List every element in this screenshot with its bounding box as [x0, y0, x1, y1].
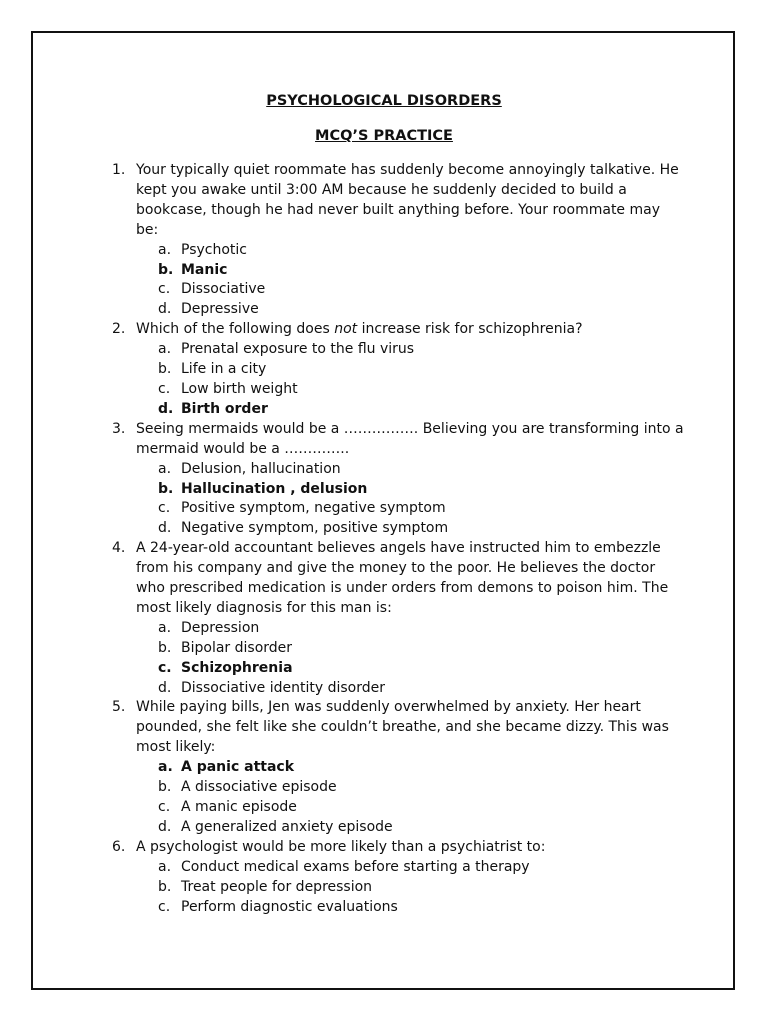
option-list — [136, 758, 686, 838]
question-text-emphasis: not — [334, 321, 358, 338]
question-text-segment: Seeing mermaids would be a ……………. Believing you are transforming into a mermaid would be a ………….. — [136, 420, 684, 457]
option-text: Depression — [181, 619, 260, 636]
option-letter: d. — [158, 818, 172, 835]
question-text-segment: A 24-year-old accountant believes angels have instructed him to embezzle from his company and give the money to the poor. He believes the doctor who prescribed medication is under orders from demons to poison him. The most likely diagnosis for this man is: — [136, 540, 669, 616]
option-text: Delusion, hallucination — [181, 460, 341, 477]
option-letter: d. — [158, 679, 172, 696]
option-correct — [158, 659, 686, 679]
option-letter: c. — [158, 380, 171, 397]
option-list — [136, 241, 686, 321]
option-text: Low birth weight — [181, 380, 298, 397]
option-list — [136, 340, 686, 420]
question-text — [136, 161, 686, 241]
option-correct — [158, 758, 686, 778]
question-text — [136, 320, 686, 340]
option — [158, 380, 686, 400]
question-4 — [112, 539, 686, 698]
option — [158, 460, 686, 480]
option-text: Psychotic — [181, 241, 247, 258]
option-text: Treat people for depression — [181, 878, 373, 895]
option-letter: c. — [158, 898, 171, 915]
question-5 — [112, 698, 686, 837]
option-list — [136, 460, 686, 540]
question-number: 1. — [112, 162, 126, 178]
option-letter: b. — [158, 639, 172, 656]
option-letter: c. — [158, 659, 172, 676]
option — [158, 241, 686, 261]
option — [158, 778, 686, 798]
option — [158, 639, 686, 659]
option-letter: b. — [158, 779, 172, 796]
option-text: Life in a city — [181, 361, 267, 378]
option-correct — [158, 261, 686, 281]
question-6 — [112, 838, 686, 918]
option-text: Perform diagnostic evaluations — [181, 898, 398, 915]
question-number: 6. — [112, 838, 126, 855]
question-number: 2. — [112, 321, 126, 338]
option — [158, 679, 686, 699]
option — [158, 300, 686, 320]
option-text: Negative symptom, positive symptom — [181, 520, 449, 537]
option-correct — [158, 480, 686, 500]
option-letter: d. — [158, 400, 174, 417]
option — [158, 818, 686, 838]
option-text: Manic — [181, 261, 228, 278]
option-letter: a. — [158, 341, 172, 358]
question-text-segment: While paying bills, Jen was suddenly overwhelmed by anxiety. Her heart pounded, she felt like she couldn’t breathe, and she became dizzy. This was most likely: — [136, 699, 669, 756]
option-text: Dissociative identity disorder — [181, 679, 385, 696]
option-text: Schizophrenia — [181, 659, 293, 676]
document-subtitle: MCQ’S PRACTICE — [315, 128, 453, 144]
question-1 — [112, 161, 686, 320]
option-text: Bipolar disorder — [181, 639, 293, 656]
option-text: Positive symptom, negative symptom — [181, 500, 446, 517]
option-text: A panic attack — [181, 759, 295, 776]
option-letter: d. — [158, 301, 172, 318]
option — [158, 898, 686, 918]
option — [158, 798, 686, 818]
question-text — [136, 838, 686, 858]
option-letter: a. — [158, 858, 172, 875]
option-text: A manic episode — [181, 799, 297, 815]
option — [158, 360, 686, 380]
option-text: A generalized anxiety episode — [181, 818, 393, 835]
question-text-segment: Which of the following does — [136, 321, 335, 338]
option — [158, 340, 686, 360]
question-list — [112, 161, 686, 917]
question-number: 4. — [112, 540, 126, 557]
document-title: PSYCHOLOGICAL DISORDERS — [266, 93, 502, 109]
option-letter: a. — [158, 759, 173, 776]
question-number: 5. — [112, 699, 126, 716]
option — [158, 878, 686, 898]
option — [158, 619, 686, 639]
option-letter: d. — [158, 520, 172, 537]
question-number: 3. — [112, 420, 126, 437]
option-letter: b. — [158, 261, 174, 278]
option-letter: b. — [158, 480, 174, 497]
question-text-segment: Your typically quiet roommate has suddenly become annoyingly talkative. He kept you awake until 3:00 AM because he suddenly decided to build a bookcase, though he had never built anything before. Your roommate may be: — [136, 162, 679, 238]
option-list — [136, 619, 686, 699]
option-text: Dissociative — [181, 281, 266, 298]
option-letter: c. — [158, 799, 171, 815]
option — [158, 858, 686, 878]
option-letter: b. — [158, 878, 172, 895]
option-text: Birth order — [181, 400, 268, 417]
option-text: Hallucination , delusion — [181, 480, 368, 497]
option-text: Depressive — [181, 301, 259, 318]
question-2 — [112, 320, 686, 420]
question-text — [136, 420, 686, 460]
option — [158, 519, 686, 539]
option-letter: a. — [158, 460, 172, 477]
question-text — [136, 539, 686, 619]
option-letter: b. — [158, 361, 172, 378]
option-text: Conduct medical exams before starting a therapy — [181, 858, 530, 875]
option-letter: a. — [158, 619, 172, 636]
option — [158, 280, 686, 300]
option-text: Prenatal exposure to the flu virus — [181, 341, 415, 358]
option — [158, 499, 686, 519]
option-letter: c. — [158, 281, 171, 298]
option-correct — [158, 400, 686, 420]
question-text — [136, 698, 686, 758]
option-list — [136, 858, 686, 918]
question-3 — [112, 420, 686, 539]
question-text-segment: A psychologist would be more likely than a psychiatrist to: — [136, 838, 546, 855]
option-letter: c. — [158, 500, 171, 517]
option-letter: a. — [158, 241, 172, 258]
question-text-segment: increase risk for schizophrenia? — [357, 321, 583, 338]
option-text: A dissociative episode — [181, 779, 337, 796]
